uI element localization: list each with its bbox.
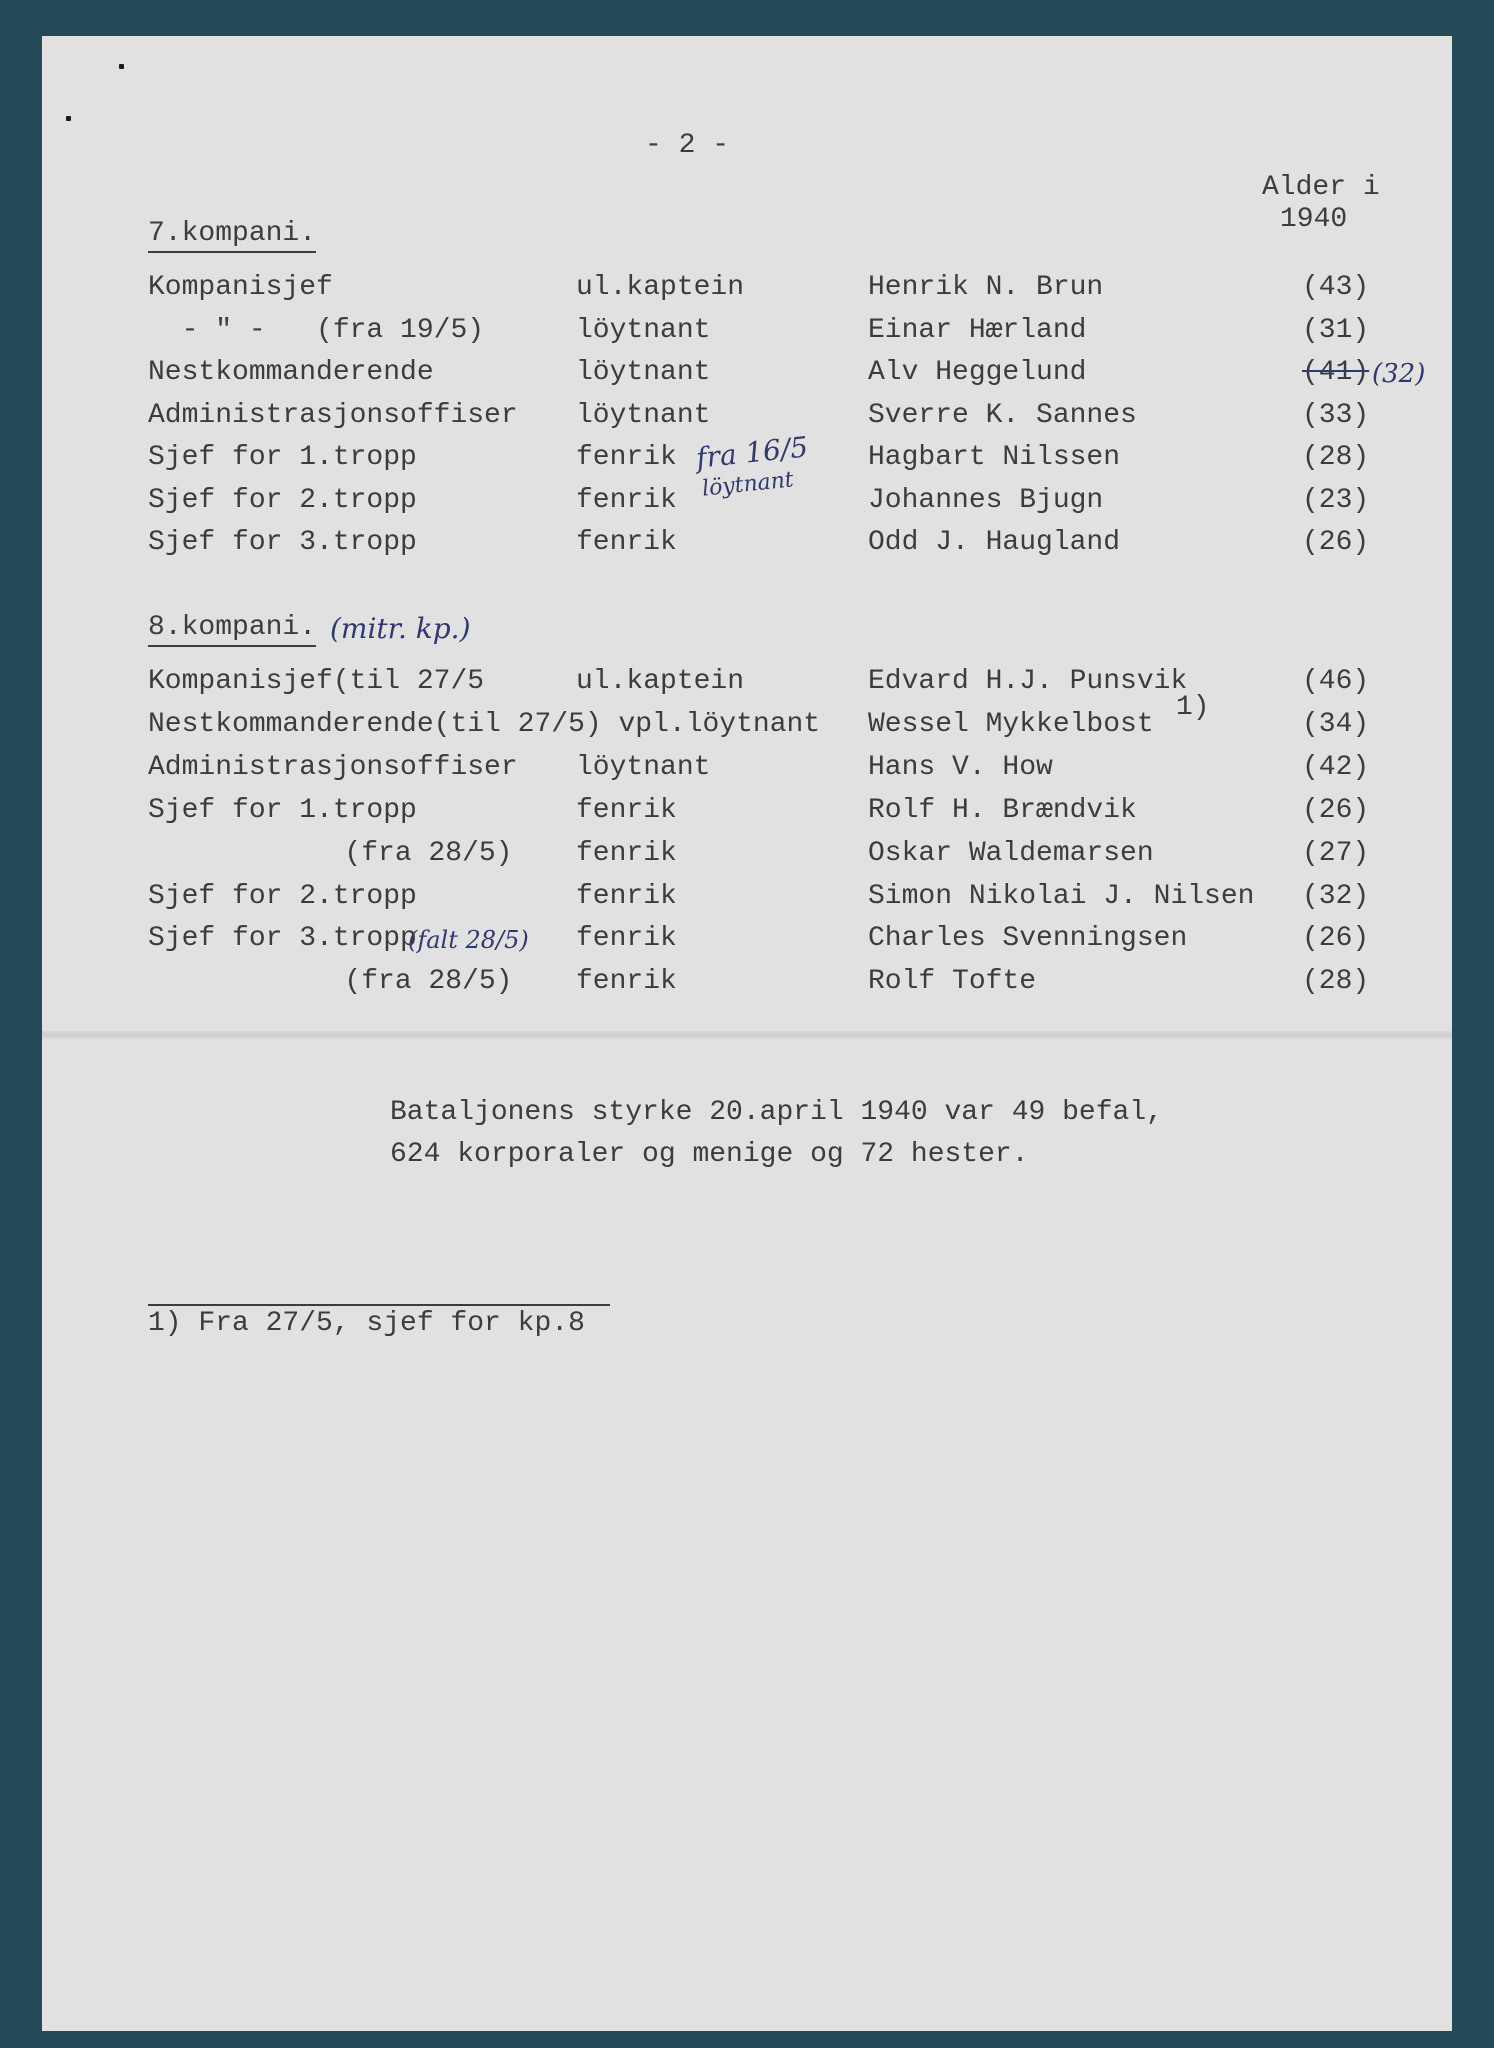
age: (28) [1302, 442, 1370, 473]
role: (fra 28/5) [210, 838, 513, 869]
age: (26) [1302, 527, 1370, 558]
name: Wessel Mykkelbost [868, 709, 1154, 740]
footnote-ref: 1) [1176, 692, 1210, 723]
company8-heading-note: (mitr. kp.) [330, 612, 471, 645]
age: (23) [1302, 485, 1370, 516]
name: Odd J. Haugland [868, 527, 1121, 558]
role: Nestkommanderende(til 27/5) vpl.löytnant [148, 709, 821, 740]
age: (27) [1302, 838, 1370, 869]
summary-line2: 624 korporaler og menige og 72 hester. [390, 1139, 1029, 1170]
role: Sjef for 3.tropp [148, 923, 417, 954]
age: (32) [1302, 881, 1370, 912]
role: Nestkommanderende [148, 357, 434, 388]
age: (31) [1302, 315, 1370, 346]
role: Kompanisjef(til 27/5 [148, 666, 485, 697]
page-number: - 2 - [645, 130, 730, 161]
age: (46) [1302, 666, 1370, 697]
rank: fenrik [576, 527, 677, 558]
rank: fenrik [576, 923, 677, 954]
company8-heading: 8.kompani. [148, 612, 316, 647]
rank: löytnant [576, 357, 711, 388]
footnote-divider [148, 1304, 610, 1306]
age-struck: (41) [1302, 357, 1370, 388]
name: Alv Heggelund [868, 357, 1087, 388]
role: Administrasjonsoffiser [148, 400, 518, 431]
age: (33) [1302, 400, 1370, 431]
rank: löytnant [576, 315, 711, 346]
handwritten-note-line1: fra 16/5 [694, 430, 810, 475]
name: Rolf H. Brændvik [868, 795, 1137, 826]
name: Oskar Waldemarsen [868, 838, 1154, 869]
rank: löytnant [576, 752, 711, 783]
company7-heading: 7.kompani. [148, 218, 316, 253]
role: Sjef for 1.tropp [148, 795, 417, 826]
role: Sjef for 2.tropp [148, 485, 417, 516]
punch-mark [119, 64, 124, 69]
footnote: 1) Fra 27/5, sjef for kp.8 [148, 1308, 585, 1339]
name: Einar Hærland [868, 315, 1087, 346]
role: Sjef for 2.tropp [148, 881, 417, 912]
rank: fenrik [576, 442, 677, 473]
age-header-line1: Alder i [1262, 172, 1380, 203]
role: Sjef for 1.tropp [148, 442, 417, 473]
rank: löytnant [576, 400, 711, 431]
rank: fenrik [576, 485, 677, 516]
role: Sjef for 3.tropp [148, 527, 417, 558]
age: (42) [1302, 752, 1370, 783]
summary-line1: Bataljonens styrke 20.april 1940 var 49 befal, [390, 1097, 1163, 1128]
name: Edvard H.J. Punsvik [868, 666, 1188, 697]
rank: ul.kaptein [576, 272, 745, 303]
rank: fenrik [576, 966, 677, 997]
age: (43) [1302, 272, 1370, 303]
age-correction-note: (32) [1372, 359, 1426, 389]
role: Administrasjonsoffiser [148, 752, 518, 783]
rank: ul.kaptein [576, 666, 745, 697]
age: (34) [1302, 709, 1370, 740]
role: - " - (fra 19/5) [148, 315, 485, 346]
name: Simon Nikolai J. Nilsen [868, 881, 1255, 912]
name: Sverre K. Sannes [868, 400, 1137, 431]
paper-fold [42, 1031, 1452, 1039]
handwritten-note-line2: löytnant [700, 467, 795, 502]
name: Rolf Tofte [868, 966, 1037, 997]
role: (fra 28/5) [210, 966, 513, 997]
rank: fenrik [576, 838, 677, 869]
rank: fenrik [576, 881, 677, 912]
age: (26) [1302, 795, 1370, 826]
name: Hans V. How [868, 752, 1053, 783]
role-handwritten-note: (falt 28/5) [408, 926, 529, 954]
role: Kompanisjef [148, 272, 333, 303]
rank: fenrik [576, 795, 677, 826]
name: Charles Svenningsen [868, 923, 1188, 954]
name: Hagbart Nilssen [868, 442, 1121, 473]
name: Johannes Bjugn [868, 485, 1104, 516]
age-header-line2: 1940 [1280, 204, 1348, 235]
name: Henrik N. Brun [868, 272, 1104, 303]
age: (26) [1302, 923, 1370, 954]
punch-mark [66, 116, 71, 121]
age: (28) [1302, 966, 1370, 997]
